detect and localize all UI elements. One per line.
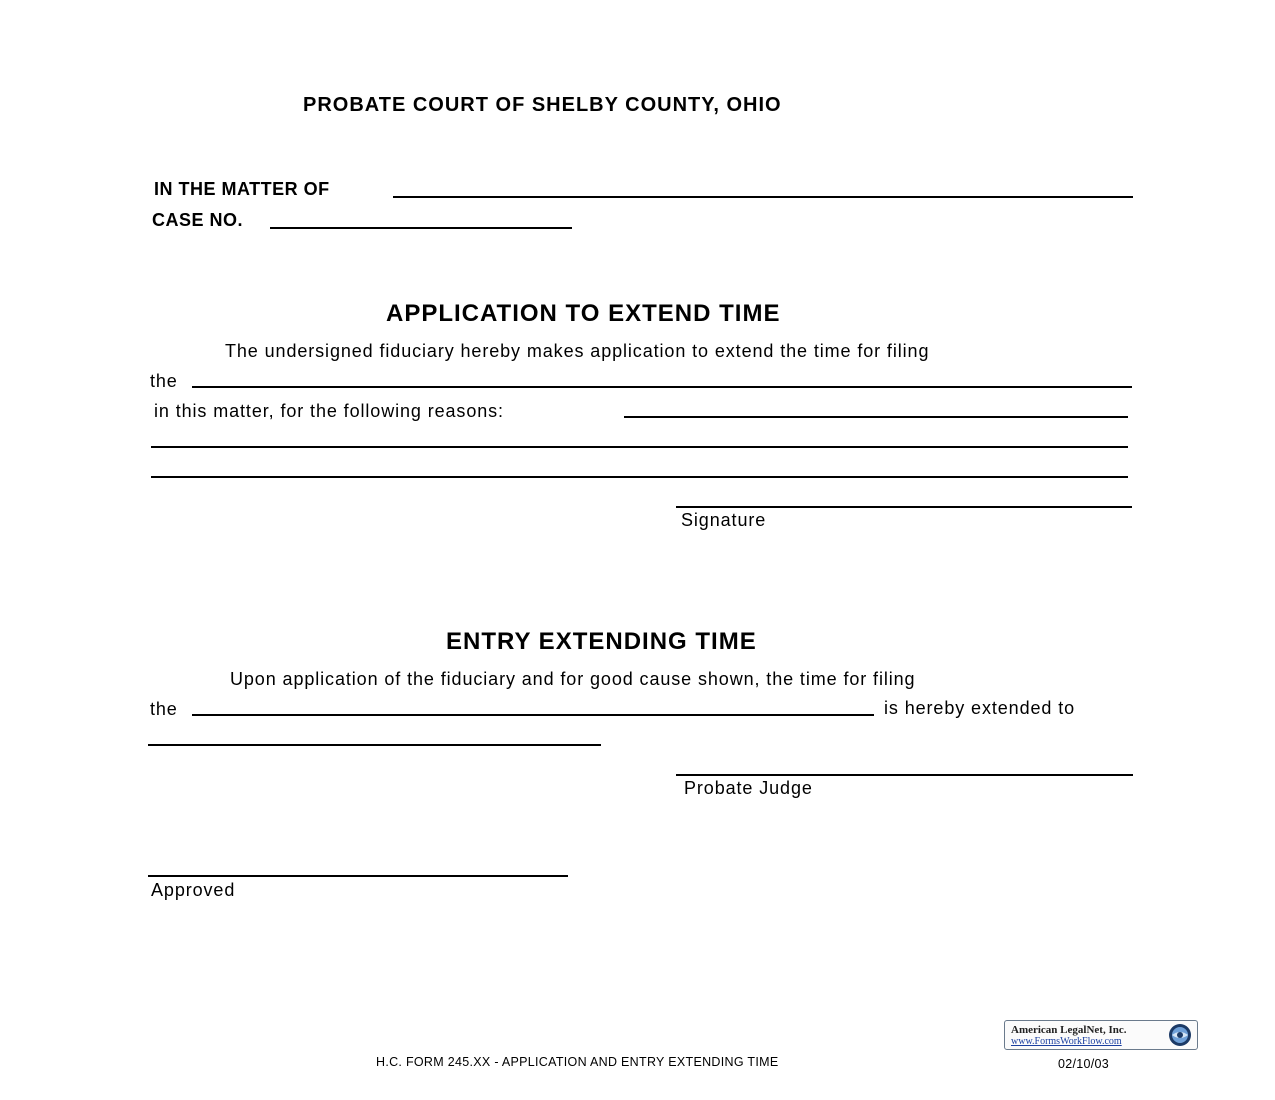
entry-title: ENTRY EXTENDING TIME	[446, 628, 757, 655]
entry-line1: Upon application of the fiduciary and for good cause shown, the time for filing	[230, 669, 916, 689]
extended-label: is hereby extended to	[884, 698, 1076, 718]
judge-signature-line[interactable]	[676, 774, 1133, 776]
reasons-label: in this matter, for the following reasons:	[154, 401, 504, 421]
case-number-field[interactable]	[270, 227, 572, 229]
reasons-field-1[interactable]	[624, 416, 1128, 418]
extended-date-field[interactable]	[148, 744, 601, 746]
application-the-label: the	[150, 371, 178, 391]
matter-label: IN THE MATTER OF	[154, 179, 330, 199]
form-title-footer: H.C. FORM 245.XX - APPLICATION AND ENTRY EXTENDING TIME	[376, 1055, 779, 1069]
logo-company-name: American LegalNet, Inc.	[1011, 1024, 1127, 1036]
case-label: CASE NO.	[152, 210, 244, 230]
matter-name-field[interactable]	[393, 196, 1133, 198]
application-title: APPLICATION TO EXTEND TIME	[386, 300, 781, 327]
signature-label: Signature	[681, 510, 767, 530]
reasons-field-3[interactable]	[151, 476, 1128, 478]
signature-line[interactable]	[676, 506, 1132, 508]
reasons-field-2[interactable]	[151, 446, 1128, 448]
form-date: 02/10/03	[1058, 1057, 1110, 1071]
logo-url[interactable]: www.FormsWorkFlow.com	[1011, 1036, 1122, 1047]
approved-line[interactable]	[148, 875, 568, 877]
american-legalnet-logo[interactable]	[1004, 1020, 1198, 1050]
filing-document-field[interactable]	[192, 386, 1132, 388]
approved-label: Approved	[151, 880, 236, 900]
application-line1: The undersigned fiduciary hereby makes application to extend the time for filing	[225, 341, 930, 361]
court-title: PROBATE COURT OF SHELBY COUNTY, OHIO	[303, 94, 782, 116]
judge-label: Probate Judge	[684, 778, 813, 798]
entry-the-label: the	[150, 699, 178, 719]
entry-document-field[interactable]	[192, 714, 874, 716]
globe-icon	[1168, 1023, 1192, 1047]
